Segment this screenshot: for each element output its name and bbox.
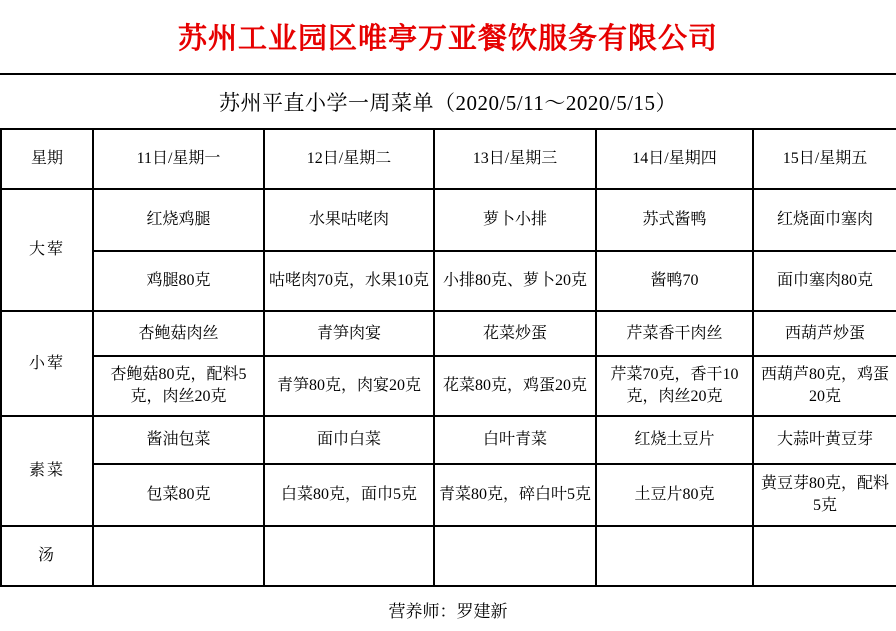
quantity-cell: 面巾塞肉80克 <box>753 251 896 311</box>
quantity-cell: 包菜80克 <box>93 464 264 526</box>
soup-cell <box>753 526 896 586</box>
quantity-cell: 酱鸭70 <box>596 251 753 311</box>
main-meat-dish-row <box>1 189 896 251</box>
dish-cell: 萝卜小排 <box>434 189 596 251</box>
quantity-cell: 白菜80克，面巾5克 <box>264 464 434 526</box>
section-label-soup: 汤 <box>1 526 93 586</box>
day-header-monday: 11日/星期一 <box>93 129 264 189</box>
dish-cell: 苏式酱鸭 <box>596 189 753 251</box>
quantity-cell: 杏鲍菇80克，配料5克，肉丝20克 <box>93 356 264 416</box>
quantity-cell: 黄豆芽80克，配料5克 <box>753 464 896 526</box>
soup-row <box>1 526 896 586</box>
quantity-cell: 青笋80克，肉宴20克 <box>264 356 434 416</box>
main-meat-quantity-row <box>1 251 896 311</box>
dish-cell: 酱油包菜 <box>93 416 264 464</box>
dish-cell: 白叶青菜 <box>434 416 596 464</box>
soup-cell <box>596 526 753 586</box>
dish-cell: 面巾白菜 <box>264 416 434 464</box>
dish-cell: 青笋肉宴 <box>264 311 434 356</box>
quantity-cell: 小排80克、萝卜20克 <box>434 251 596 311</box>
nutritionist-label: 营养师：罗建新 <box>388 601 508 621</box>
day-header-wednesday: 13日/星期三 <box>434 129 596 189</box>
quantity-cell: 西葫芦80克，鸡蛋20克 <box>753 356 896 416</box>
quantity-cell: 花菜80克，鸡蛋20克 <box>434 356 596 416</box>
page-title: 苏州工业园区唯亭万亚餐饮服务有限公司 <box>177 23 718 55</box>
day-header-tuesday: 12日/星期二 <box>264 129 434 189</box>
day-header-thursday: 14日/星期四 <box>596 129 753 189</box>
dish-cell: 西葫芦炒蛋 <box>753 311 896 356</box>
soup-cell <box>264 526 434 586</box>
small-meat-quantity-row <box>1 356 896 416</box>
table-header-row <box>1 129 896 189</box>
section-label-small-meat: 小荤 <box>1 311 93 416</box>
dish-cell: 花菜炒蛋 <box>434 311 596 356</box>
dish-cell: 芹菜香干肉丝 <box>596 311 753 356</box>
quantity-cell: 咕咾肉70克，水果10克 <box>264 251 434 311</box>
vegetable-dish-row <box>1 416 896 464</box>
quantity-cell: 青菜80克，碎白叶5克 <box>434 464 596 526</box>
dish-cell: 红烧土豆片 <box>596 416 753 464</box>
dish-cell: 水果咕咾肉 <box>264 189 434 251</box>
dish-cell: 大蒜叶黄豆芽 <box>753 416 896 464</box>
day-header-friday: 15日/星期五 <box>753 129 896 189</box>
soup-cell <box>434 526 596 586</box>
menu-subtitle: 苏州平直小学一周菜单（2020/5/11～2020/5/15） <box>0 73 896 128</box>
quantity-cell: 芹菜70克，香干10克，肉丝20克 <box>596 356 753 416</box>
section-label-main-meat: 大荤 <box>1 189 93 311</box>
dish-cell: 红烧面巾塞肉 <box>753 189 896 251</box>
quantity-cell: 鸡腿80克 <box>93 251 264 311</box>
dish-cell: 杏鲍菇肉丝 <box>93 311 264 356</box>
corner-weekday-label: 星期 <box>1 129 93 189</box>
vegetable-quantity-row <box>1 464 896 526</box>
small-meat-dish-row <box>1 311 896 356</box>
soup-cell <box>93 526 264 586</box>
quantity-cell: 土豆片80克 <box>596 464 753 526</box>
dish-cell: 红烧鸡腿 <box>93 189 264 251</box>
weekly-menu-table <box>0 128 896 587</box>
section-label-vegetable: 素菜 <box>1 416 93 526</box>
